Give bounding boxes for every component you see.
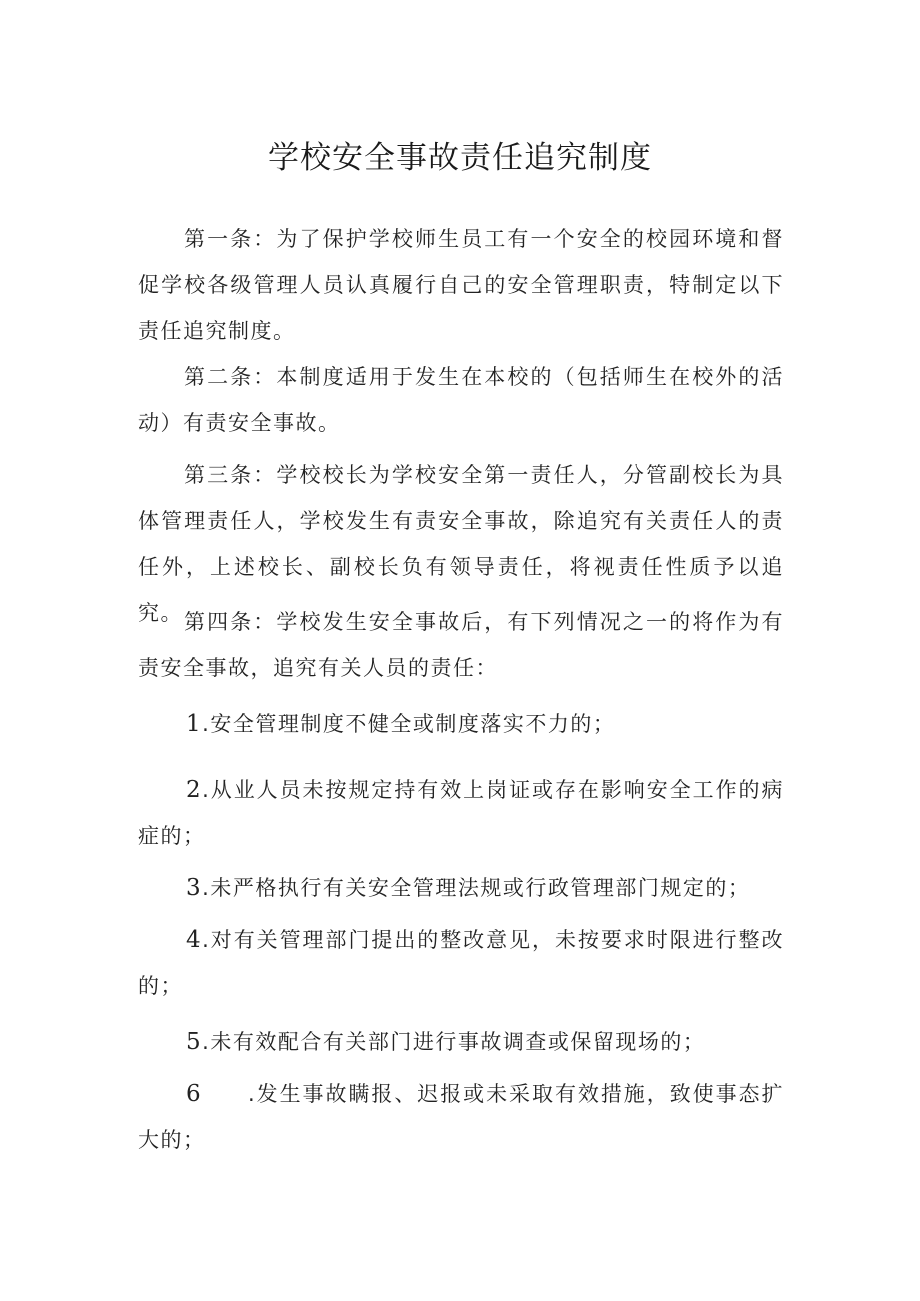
list-item-text: .发生事故瞒报、迟报或未采取有效措施，致使事态扩大的；: [138, 1082, 784, 1152]
list-item-2: [138, 767, 784, 859]
list-item-number: 2: [186, 777, 203, 803]
list-item-number: 5: [186, 1029, 203, 1055]
list-item-text: .从业人员未按规定持有效上岗证或存在影响安全工作的病症的；: [138, 778, 784, 848]
document-title: 学校安全事故责任追究制度: [268, 140, 652, 176]
list-item-text: .安全管理制度不健全或制度落实不力的；: [202, 712, 616, 736]
list-item-text: .对有关管理部门提出的整改意见，未按要求时限进行整改的；: [138, 928, 784, 998]
list-item-1: [138, 701, 784, 747]
list-item-number: 4: [186, 927, 203, 953]
article-4: 第四条：学校发生安全事故后，有下列情况之一的将作为有责安全事故，追究有关人员的责任：: [138, 610, 784, 680]
list-item-text: .未严格执行有关安全管理法规或行政管理部门规定的；: [202, 876, 751, 900]
list-item-number: 3: [186, 875, 203, 901]
list-item-3: [138, 865, 784, 911]
list-item-number: 6: [186, 1081, 203, 1107]
list-item-text: .未有效配合有关部门进行事故调查或保留现场的；: [202, 1030, 706, 1054]
article-1: 第一条：为了保护学校师生员工有一个安全的校园环境和督促学校各级管理人员认真履行自己的安全管理职责，特制定以下责任追究制度。: [138, 227, 784, 343]
list-item-4: [138, 917, 784, 1009]
article-2: 第二条：本制度适用于发生在本校的（包括师生在校外的活动）有责安全事故。: [138, 365, 784, 435]
list-item-6: [138, 1071, 784, 1163]
list-item-5: [138, 1019, 784, 1065]
article-3: 第三条：学校校长为学校安全第一责任人，分管副校长为具体管理责任人，学校发生有责安全事故，除追究有关责任人的责任外，上述校长、副校长负有领导责任，将视责任性质予以追究。: [138, 463, 784, 625]
list-item-number: 1: [186, 711, 203, 737]
